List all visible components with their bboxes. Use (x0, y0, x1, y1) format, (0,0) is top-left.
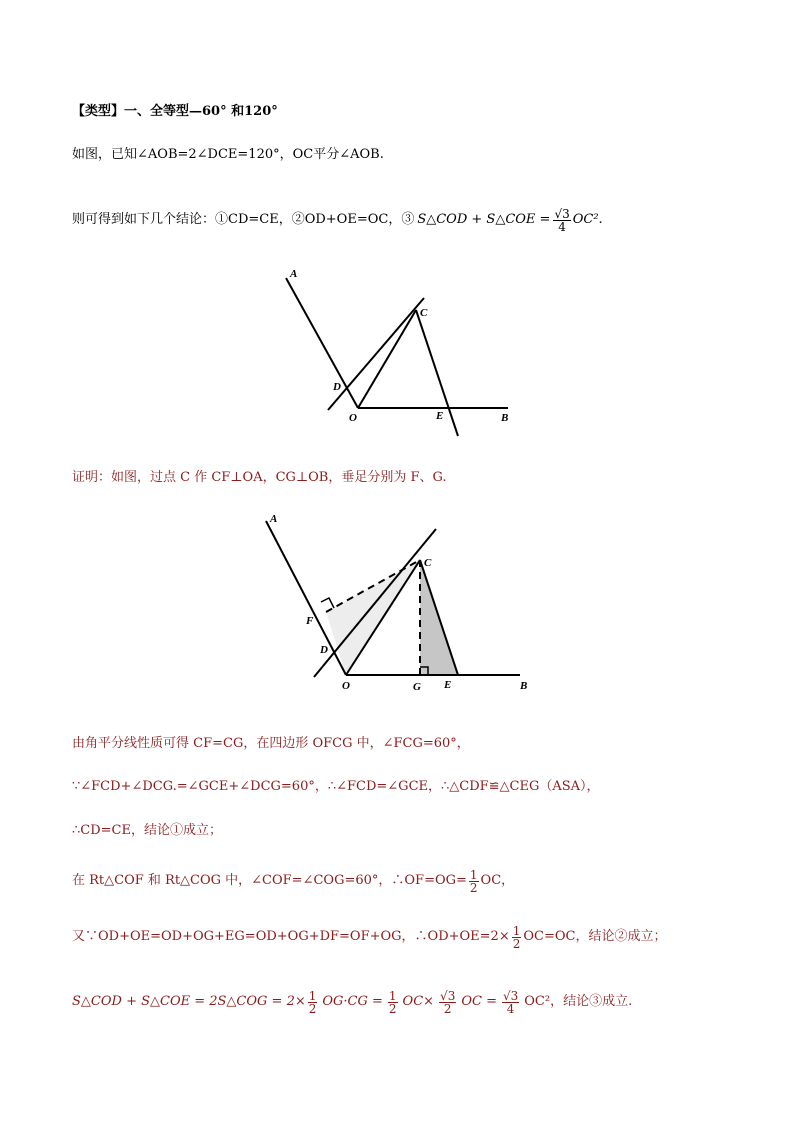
fraction-denominator: 2 (308, 1001, 317, 1016)
oc-squared: OC². (572, 212, 603, 227)
triangle-cof-shading (326, 560, 420, 675)
section-heading: 【类型】一、全等型—60° 和120° (72, 104, 278, 119)
label-c: C (420, 307, 428, 319)
half-fraction (512, 925, 522, 950)
half-fraction (388, 990, 398, 1015)
fraction-numerator: √3 (440, 988, 456, 1003)
label-d-2: D (320, 644, 328, 656)
label-b: B (501, 412, 509, 424)
sqrt3-over-4-fraction (553, 208, 570, 233)
label-d: D (333, 381, 341, 393)
fraction-numerator: 1 (469, 867, 478, 882)
proof-step-4-suffix: OC， (480, 873, 515, 888)
label-e-2: E (444, 679, 452, 691)
fraction-denominator: 2 (469, 880, 478, 895)
half-fraction (308, 990, 318, 1015)
label-f-2: F (306, 615, 314, 627)
sqrt3-over-4-fraction (502, 990, 519, 1015)
proof-step-2: ∵∠FCD+∠DCG.=∠GCE+∠DCG=60°，∴∠FCD=∠GCE，∴△CDF≌△CEG（ASA）， (72, 779, 600, 794)
label-a: A (290, 268, 298, 280)
fraction-numerator: 1 (308, 988, 317, 1003)
label-g-2: G (413, 681, 421, 693)
conclusions-text: 则可得到如下几个结论：①CD=CE，②OD+OE=OC，③ (72, 212, 415, 227)
line-cd (328, 298, 424, 410)
proof-step-5-suffix: OC=OC，结论②成立； (523, 929, 667, 944)
area-expression-a: S△COD + S△COE = 2S△COG = 2× (72, 994, 306, 1009)
label-b-2: B (520, 680, 528, 692)
proof-step-5-text: 又∵OD+OE=OD+OG+EG=OD+OG+DF=OF+OG，∴OD+OE=2× (72, 929, 510, 944)
label-a-2: A (270, 513, 278, 525)
fraction-denominator: 2 (443, 1001, 452, 1016)
label-o: O (349, 412, 357, 424)
area-expression-d: OC = (461, 994, 497, 1009)
proof-step-5 (72, 918, 666, 956)
fraction-numerator: √3 (502, 988, 519, 1003)
label-o-2: O (342, 680, 350, 692)
proof-step-3: ∴CD=CE，结论①成立； (72, 823, 222, 838)
fraction-denominator: 2 (388, 1001, 397, 1016)
fraction-denominator: 4 (558, 219, 566, 234)
proof-step-1: 由角平分线性质可得 CF=CG，在四边形 OFCG 中，∠FCG=60°， (72, 736, 470, 751)
proof-step-6 (72, 980, 632, 1024)
area-expression-c: OC× (402, 994, 435, 1009)
proof-intro: 证明：如图，过点 C 作 CF⊥OA，CG⊥OB，垂足分别为 F、G. (72, 470, 447, 485)
fraction-numerator: 1 (512, 923, 521, 938)
proof-step-4 (72, 862, 514, 900)
right-angle-mark-f (321, 598, 334, 608)
fraction-numerator: 1 (388, 988, 397, 1003)
sqrt3-over-2-fraction (439, 990, 456, 1015)
half-fraction (469, 869, 479, 894)
figure-1 (270, 262, 530, 442)
label-c-2: C (424, 557, 432, 569)
fraction-numerator: √3 (554, 206, 570, 221)
problem-statement: 如图，已知∠AOB=2∠DCE=120°，OC平分∠AOB. (72, 147, 384, 162)
area-expression-e: OC²，结论③成立. (524, 994, 633, 1009)
area-expression-b: OG·CG = (322, 994, 383, 1009)
proof-step-4-text: 在 Rt△COF 和 Rt△COG 中，∠COF=∠COG=60°，∴OF=OG= (72, 873, 467, 888)
fraction-denominator: 4 (506, 1001, 515, 1016)
segment-oc (358, 310, 416, 408)
label-e: E (436, 410, 444, 422)
figure-2 (258, 505, 538, 700)
conclusions-line (72, 200, 603, 240)
fraction-denominator: 2 (512, 936, 521, 951)
area-sum-formula: S△COD + S△COE = (417, 212, 551, 227)
